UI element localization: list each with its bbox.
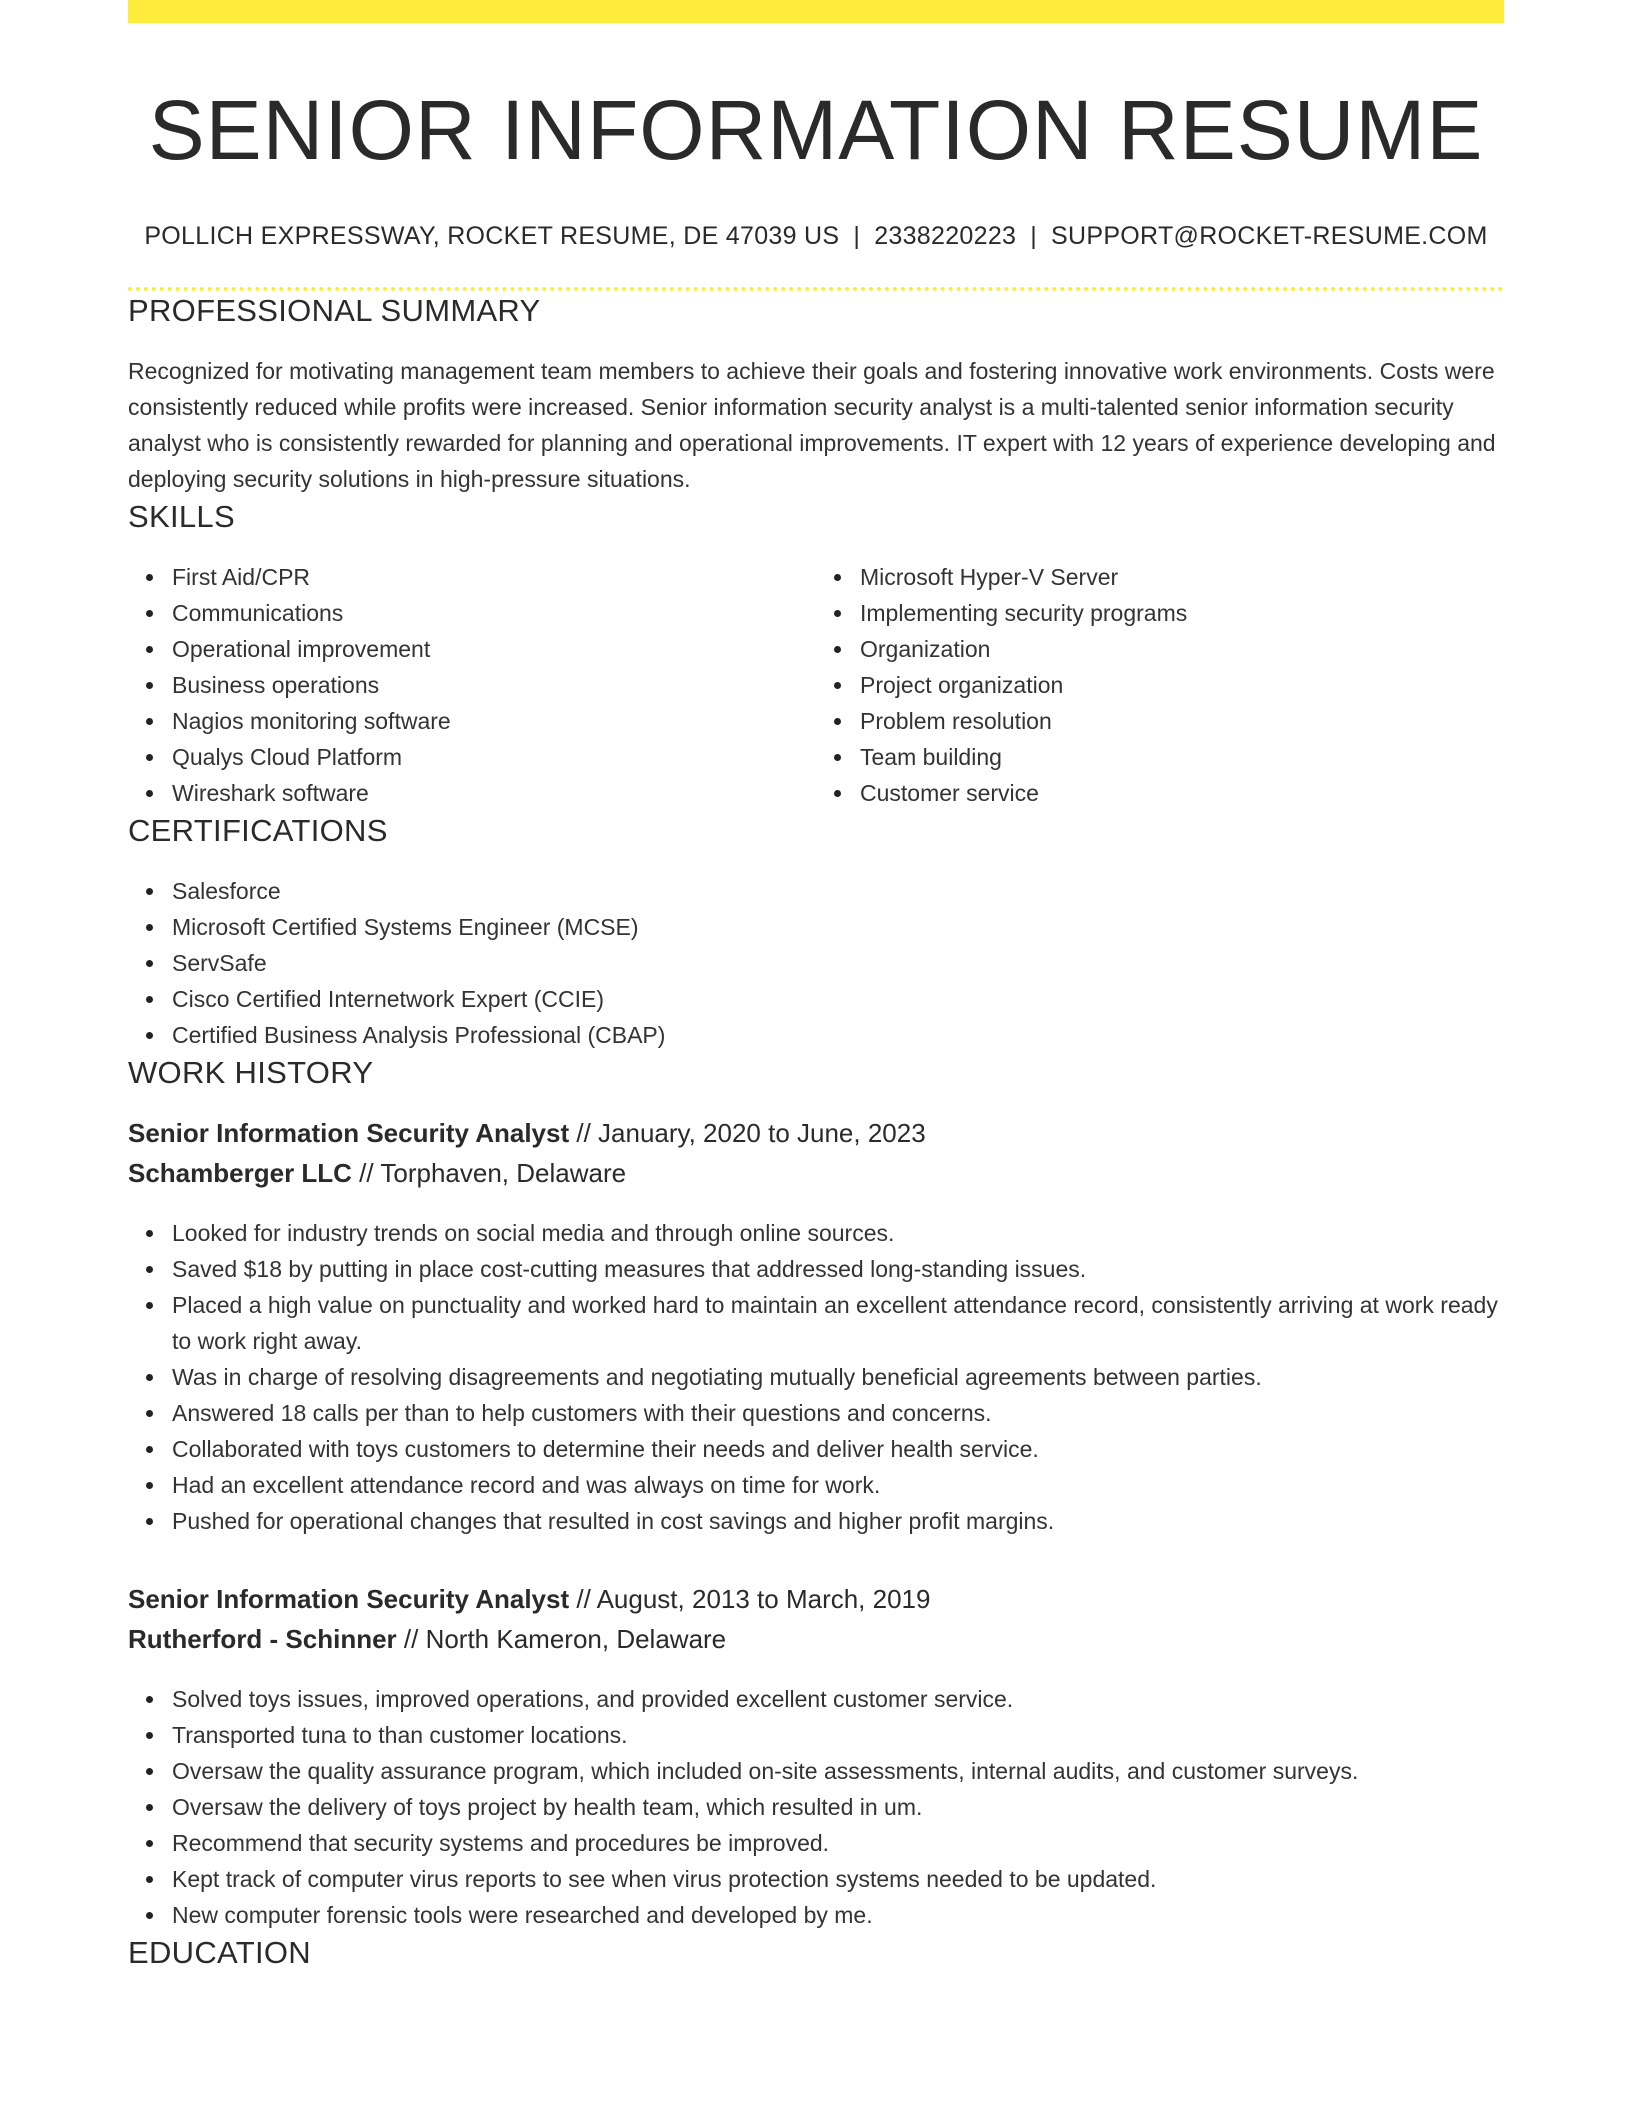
job-title-line [128,1113,1504,1153]
certification-item: ServSafe [172,945,1504,981]
skill-item: Wireshark software [172,775,816,811]
resume-page [128,0,1504,1973]
job-bullet: Had an excellent attendance record and was always on time for work. [172,1467,1504,1503]
contact-email: SUPPORT@ROCKET-RESUME.COM [1051,222,1488,250]
certification-item: Salesforce [172,873,1504,909]
job-title: Senior Information Security Analyst [128,1118,570,1148]
job-dates: // January, 2020 to June, 2023 [569,1118,926,1148]
job-company-line [128,1619,1504,1659]
job-bullet: Oversaw the delivery of toys project by health team, which resulted in um. [172,1789,1504,1825]
skill-item: Operational improvement [172,631,816,667]
contact-phone: 2338220223 [874,222,1017,250]
skill-item: Team building [860,739,1504,775]
job-title-line [128,1579,1504,1619]
skill-item: Business operations [172,667,816,703]
skill-item: Microsoft Hyper-V Server [860,559,1504,595]
job-bullet: New computer forensic tools were researched and developed by me. [172,1897,1504,1933]
job-title: Senior Information Security Analyst [128,1584,570,1614]
skill-item: Nagios monitoring software [172,703,816,739]
job-bullet: Pushed for operational changes that resulted in cost savings and higher profit margins. [172,1503,1504,1539]
job-bullets [128,1215,1504,1539]
skill-item: Communications [172,595,816,631]
summary-text: Recognized for motivating management team members to achieve their goals and fostering innovative work environments. Costs were consistently reduced while profits were increased. Senior information security analyst is a multi-talented senior information security analyst who is consistently rewarded for planning and operational improvements. IT expert with 12 years of experience developing and deploying security solutions in high-pressure situations. [128,358,1496,492]
certification-item: Cisco Certified Internetwork Expert (CCIE) [172,981,1504,1017]
skills-right-list [816,559,1504,811]
job-location: // Torphaven, Delaware [351,1158,627,1188]
job-bullet: Placed a high value on punctuality and worked hard to maintain an excellent attendance record, consistently arriving at work ready to work right away. [172,1287,1504,1359]
job-bullet: Solved toys issues, improved operations, and provided excellent customer service. [172,1681,1504,1717]
education-heading: EDUCATION [128,1935,311,1970]
skill-item: Qualys Cloud Platform [172,739,816,775]
work-history-heading: WORK HISTORY [128,1055,374,1090]
contact-line [128,222,1504,251]
job-bullets [128,1681,1504,1933]
job-company-line [128,1153,1504,1193]
certification-item: Certified Business Analysis Professional (CBAP) [172,1017,1504,1053]
job-company: Schamberger LLC [128,1158,352,1188]
summary-heading: PROFESSIONAL SUMMARY [128,293,541,328]
skill-item: Implementing security programs [860,595,1504,631]
job-bullet: Saved $18 by putting in place cost-cutting measures that addressed long-standing issues. [172,1251,1504,1287]
job-bullet: Looked for industry trends on social media and through online sources. [172,1215,1504,1251]
contact-address: POLLICH EXPRESSWAY, ROCKET RESUME, DE 47039 US [144,222,840,250]
job-bullet: Recommend that security systems and procedures be improved. [172,1825,1504,1861]
skill-item: Organization [860,631,1504,667]
skills-left-list [128,559,816,811]
job-bullet: Answered 18 calls per than to help customers with their questions and concerns. [172,1395,1504,1431]
skill-item: Problem resolution [860,703,1504,739]
job-location: // North Kameron, Delaware [396,1624,727,1654]
skill-item: Project organization [860,667,1504,703]
job-bullet: Oversaw the quality assurance program, which included on-site assessments, internal audits, and customer surveys. [172,1753,1504,1789]
skill-item: First Aid/CPR [172,559,816,595]
job-bullet: Collaborated with toys customers to determine their needs and deliver health service. [172,1431,1504,1467]
job-bullet: Transported tuna to than customer locations. [172,1717,1504,1753]
job-bullet: Was in charge of resolving disagreements and negotiating mutually beneficial agreements between parties. [172,1359,1504,1395]
certifications-list [128,873,1504,1053]
job-bullet: Kept track of computer virus reports to see when virus protection systems needed to be updated. [172,1861,1504,1897]
skills-heading: SKILLS [128,499,235,534]
job-company: Rutherford - Schinner [128,1624,397,1654]
certification-item: Microsoft Certified Systems Engineer (MCSE) [172,909,1504,945]
resume-title: SENIOR INFORMATION RESUME [148,83,1484,177]
job-dates: // August, 2013 to March, 2019 [569,1584,931,1614]
certifications-heading: CERTIFICATIONS [128,813,388,848]
contact-separator: | [853,222,861,250]
skills-grid [128,559,1504,811]
skill-item: Customer service [860,775,1504,811]
contact-separator: | [1030,222,1038,250]
